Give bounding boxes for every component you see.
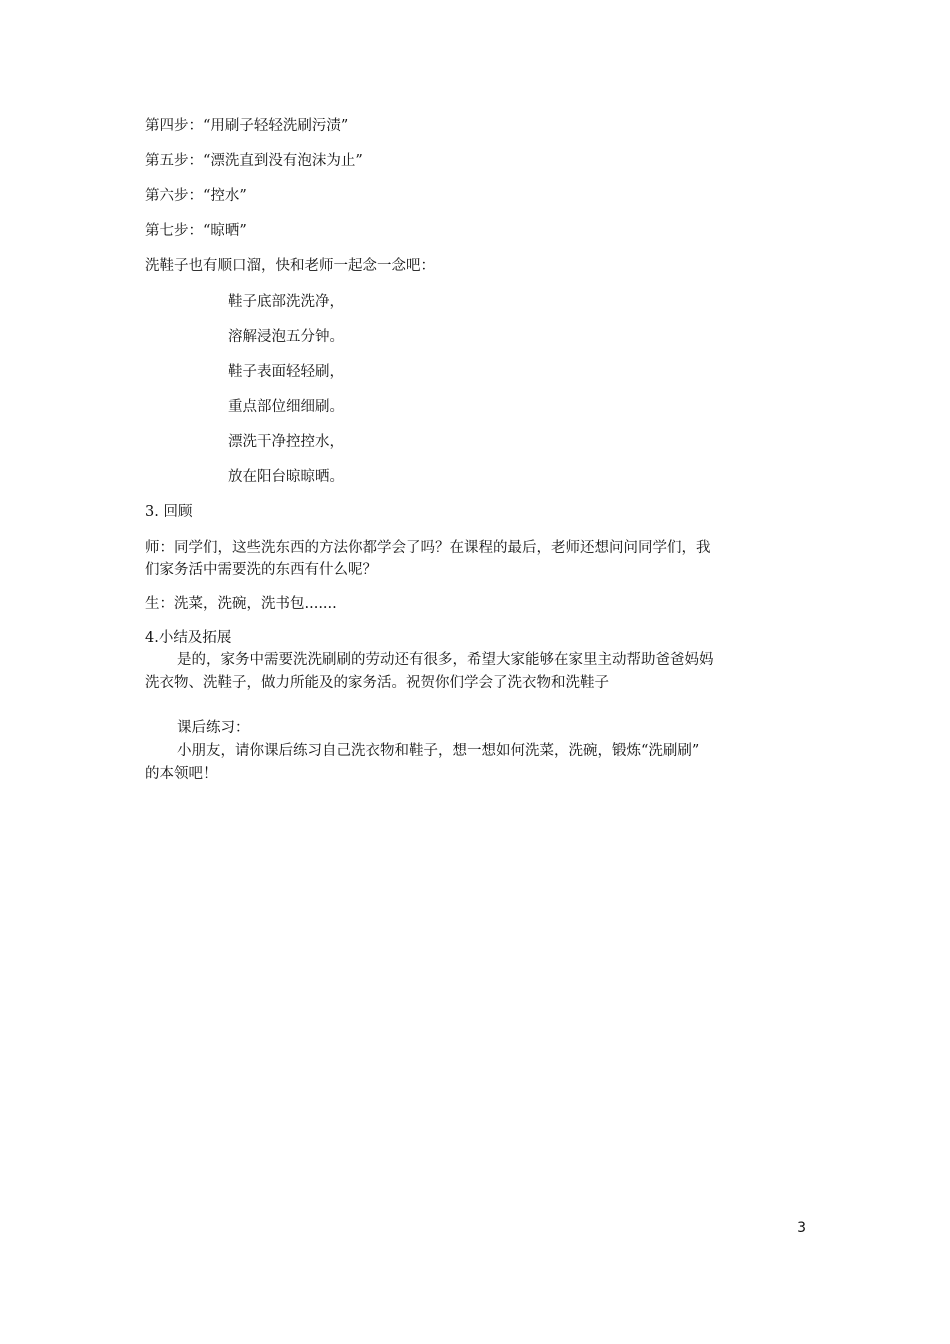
teacher-question-line-2: 们家务活中需要洗的东西有什么呢？ (145, 562, 377, 578)
rhyme-line: 鞋子表面轻轻刷， (228, 364, 344, 380)
rhyme-intro: 洗鞋子也有顺口溜，快和老师一起念一念吧： (145, 258, 435, 274)
step-six: 第六步：“控水” (145, 188, 247, 204)
step-seven: 第七步：“晾晒” (145, 223, 247, 239)
homework-line-1: 小朋友，请你课后练习自己洗衣物和鞋子，想一想如何洗菜，洗碗，锻炼“洗刷刷” (177, 743, 700, 759)
rhyme-line: 鞋子底部洗洗净， (228, 294, 344, 310)
rhyme-line: 放在阳台晾晾晒。 (228, 469, 344, 485)
page-number: 3 (797, 1220, 806, 1236)
homework-line-2: 的本领吧！ (145, 766, 218, 782)
summary-line-1: 是的，家务中需要洗洗刷刷的劳动还有很多，希望大家能够在家里主动帮助爸爸妈妈 (177, 652, 714, 668)
step-five: 第五步：“漂洗直到没有泡沫为止” (145, 153, 363, 169)
rhyme-line: 漂洗干净控控水， (228, 434, 344, 450)
teacher-question-line-1: 师：同学们，这些洗东西的方法你都学会了吗？在课程的最后，老师还想问问同学们，我 (145, 540, 711, 556)
homework-heading: 课后练习： (177, 720, 250, 736)
rhyme-line: 重点部位细细刷。 (228, 399, 344, 415)
step-four: 第四步：“用刷子轻轻洗刷污渍” (145, 118, 349, 134)
rhyme-line: 溶解浸泡五分钟。 (228, 329, 344, 345)
student-answer: 生：洗菜，洗碗，洗书包....... (145, 596, 337, 612)
summary-heading: 4.小结及拓展 (145, 630, 232, 646)
review-heading: 3. 回顾 (145, 504, 193, 520)
summary-line-2: 洗衣物、洗鞋子，做力所能及的家务活。祝贺你们学会了洗衣物和洗鞋子 (145, 675, 609, 691)
